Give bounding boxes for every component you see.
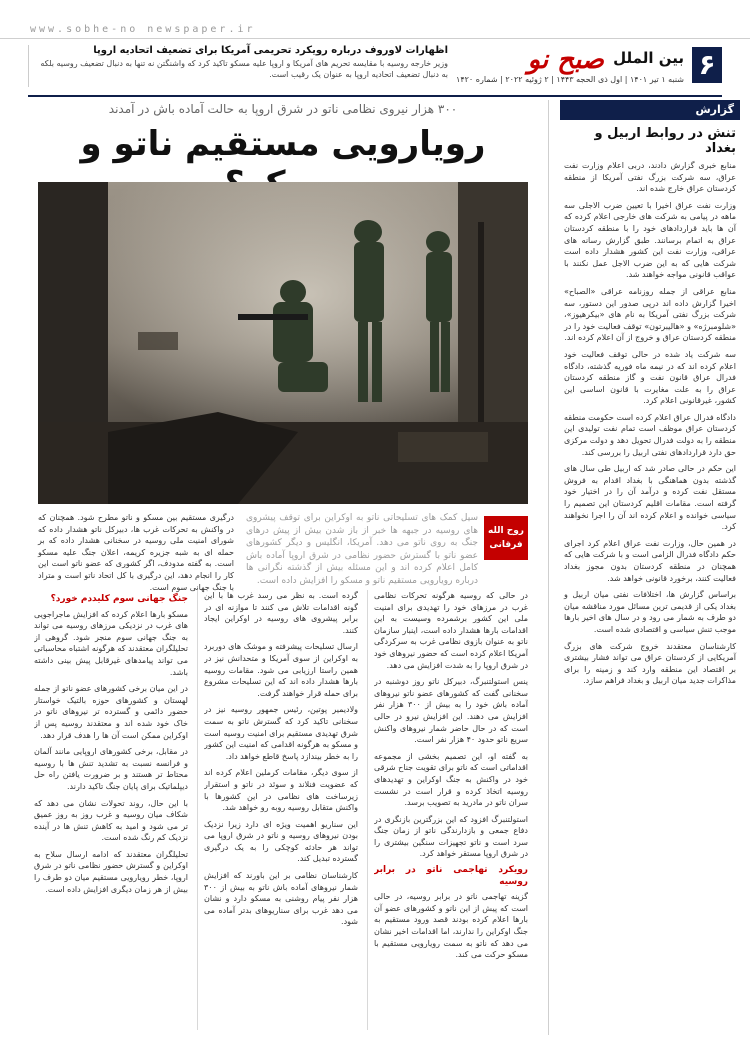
article-paragraph: مسکو بارها اعلام کرده که افزایش ماجراجویی های غرب در نزدیکی مرزهای روسیه می تواند به جنگ جهانی سوم منجر شود. گروهی از تحلیلگران معتقدند که هرگونه اشتباه محاسباتی می تواند پیامدهای غیرقابل پیش بینی داشته باشد.	[34, 609, 188, 677]
report-title: تنش در روابط اربیل و بغداد	[594, 126, 736, 156]
report-paragraph: کارشناسان معتقدند خروج شرکت های بزرگ آمریکایی از کردستان عراق می تواند فشار بیشتری بر اقتصاد این منطقه وارد کند و زمینه را برای مذاکرات جدید میان اربیل و بغداد فراهم سازد.	[564, 641, 736, 686]
article-column-3	[34, 590, 188, 1030]
article-lede: سیل کمک های تسلیحاتی ناتو به اوکراین برای توقف پیشروی های روسیه در جبهه ها خبر از باز شدن بیش از پیش درهای جنگ به روی ناتو می دهد. آمریکا، انگلیس و دیگر کشورهای عضو ناتو با گسترش حضور نظامی در شرق اروپا آماده باش کامل اعلام کرده اند و این مسئله بیش از گذشته نگرانی ها درباره رویارویی مستقیم ناتو و مسکو را افزایش داده است.	[246, 513, 478, 586]
column-rule	[197, 590, 198, 1030]
soldiers-photo-illustration	[38, 182, 528, 504]
report-paragraph: سه شرکت یاد شده در حالی توقف فعالیت خود اعلام کرده اند که در نیمه ماه فوریه گذشته، دادگاه فدرال عراق قانون نفت و گاز منطقه کردستان عراق را به علت مغایرت با قانون اساسی این کشور، غیرقانونی اعلام کرد.	[564, 349, 736, 406]
main-article	[28, 100, 538, 1035]
article-paragraph: با این حال، روند تحولات نشان می دهد که شکاف میان روسیه و غرب روز به روز عمیق تر می شود و امید به کاهش تنش ها در آینده نزدیک کم رنگ شده است.	[34, 798, 188, 843]
article-headline[interactable]: رویارویی مستقیم ناتو و	[80, 124, 486, 164]
page-number: ۶	[692, 47, 722, 83]
article-column-1	[374, 590, 528, 1030]
article-supertitle: ۳۰۰ هزار نیروی نظامی ناتو در شرق اروپا به حالت آماده باش در آمدند	[108, 102, 458, 116]
article-paragraph: این سناریو اهمیت ویژه ای دارد زیرا نزدیک بودن نیروهای روسیه و ناتو در شرق اروپا می تواند هر حادثه کوچکی را به یک درگیری گسترده تبدیل کند.	[204, 819, 358, 864]
page-header	[28, 45, 722, 93]
url-bar	[0, 22, 750, 40]
article-paragraph: ارسال تسلیحات پیشرفته و موشک های دوربرد به اوکراین از سوی آمریکا و متحدانش نیز در همین راستا ارزیابی می شود. مقامات روسیه بارها هشدار داده اند که این تسلیحات مشروع برای حمله قرار خواهند گرفت.	[204, 642, 358, 698]
report-paragraph: در همین حال، وزارت نفت عراق اعلام کرد اجرای حکم دادگاه فدرال الزامی است و با شرکت هایی که همچنان در منطقه کردستان بدون مجوز بغداد فعالیت کنند، برخورد قانونی خواهد شد.	[564, 538, 736, 583]
author-badge: روح الله فرقانی	[484, 516, 528, 560]
article-paragraph: در مقابل، برخی کشورهای اروپایی مانند آلمان و فرانسه نسبت به تشدید تنش ها با روسیه محتاط تر هستند و بر ضرورت یافتن راه حل دیپلماتیک برای پایان جنگ تاکید دارند.	[34, 747, 188, 791]
url-rule	[0, 38, 750, 39]
article-paragraph: از سوی دیگر، مقامات کرملین اعلام کرده اند که عضویت فنلاند و سوئد در ناتو و استقرار زیرساخت های نظامی در این کشورها با واکنش متقابل روسیه روبه رو خواهد شد.	[204, 768, 358, 813]
article-intro: درگیری مستقیم بین مسکو و ناتو مطرح شود. همچنان که در واکنش به تحرکات غرب ها، دبیرکل ناتو هشدار داده که شورای امنیت ملی روسیه در سخنانی هشدار داده که بر حمله ای به شبه جزیره کریمه، اعلان جنگ علیه مسکو است. به گفته مدودف، اگر کشوری که عضو ناتو است این کار را انجام دهد، این درگیری با کل اتحاد ناتو است و متراد با جنگ جهانی سوم است.	[38, 513, 234, 592]
article-paragraph: به گفته او، این تصمیم بخشی از مجموعه اقداماتی است که ناتو برای تقویت جناح شرقی خود در واکنش به جنگ اوکراین و تهدیدهای روسیه اتخاذ کرده و قرار است در نشست سران ناتو در مادرید به تصویب برسد.	[374, 751, 528, 808]
article-column-2	[204, 590, 358, 1030]
site-url: www.sobhe-no newspaper.ir	[30, 24, 256, 35]
column-divider	[548, 100, 549, 1035]
newspaper-logo: صبح نو	[527, 45, 604, 75]
article-paragraph: گرده است. به نظر می رسد غرب ها با این گونه اقدامات تلاش می کنند تا موازنه ای در برابر پیشروی های روسیه در اوکراین ایجاد کنند.	[204, 591, 358, 635]
report-paragraph: منابع عراقی از جمله روزنامه عراقی «الصباح» اخیرا گزارش داده اند درپی صدور این دستور، سه شرکت بزرگ نفتی آمریکا به نام های «بیکرهیوز»، «شلومبرژه» و «هالیبرتون» توقف فعالیت خود را در منطقه کردستان عراق و خروج از آن اعلام کرده اند.	[564, 286, 736, 343]
report-paragraph: منابع خبری گزارش دادند، دربی اعلام وزارت نفت عراق، سه شرکت بزرگ نفتی آمریکا از منطقه کردستان عراق خارج شده اند.	[564, 161, 736, 194]
teaser-title: اظهارات لاوروف درباره رویکرد تحریمی آمریکا برای تضعیف اتحادیه اروپا	[93, 45, 448, 56]
report-paragraph: براساس گزارش ها، اختلافات نفتی میان اربیل و بغداد یکی از قدیمی ترین مسائل مورد مناقشه میان دو طرف به شمار می رود و در سال های اخیر بارها موجب تنش سیاسی و اقتصادی شده است.	[564, 590, 736, 634]
sidebar-report	[560, 100, 740, 1035]
teaser-text: وزیر خارجه روسیه با مقایسه تحریم های آمریکا و اروپا علیه مسکو تاکید کرد که واشنگتن نه تنها به دنبال تضعیف روسیه بلکه به دنبال تضعیف اتحادیه اروپا به عنوان یک رقیب است.	[40, 59, 448, 79]
article-paragraph: استولتنبرگ افزود که این بزرگترین بازنگری در دفاع جمعی و بازدارندگی ناتو از زمان جنگ سرد است و ناتو تجهیزات سنگین بیشتری را در شرق اروپا مستقر خواهد کرد.	[374, 814, 528, 859]
article-subhead: رویکرد تهاجمی ناتو در برابر روسیه	[374, 865, 528, 887]
article-lede-row	[38, 510, 528, 592]
header-divider	[28, 95, 722, 97]
article-paragraph: تحلیلگران معتقدند که ادامه ارسال سلاح به اوکراین و گسترش حضور نظامی ناتو در شرق اروپا، خطر رویارویی مستقیم میان دو طرف را بیش از هر زمان دیگری افزایش داده است.	[34, 849, 188, 894]
article-paragraph: ینس استولتنبرگ، دبیرکل ناتو روز دوشنبه در سخنانی گفت که کشورهای عضو ناتو نیروهای آماده باش خود را به بیش از ۳۰۰ هزار نفر افزایش می دهند. این افزایش نیرو در حالی است که در حال حاضر شمار نیروهای واکنش سریع ناتو حدود ۴۰ هزار نفر است.	[374, 677, 528, 745]
header-teaser[interactable]	[28, 45, 448, 87]
column-rule	[367, 590, 368, 1030]
section-title: بین الملل	[613, 49, 684, 67]
report-tag: گزارش	[560, 100, 740, 120]
report-paragraph: دادگاه فدرال عراق اعلام کرده است حکومت منطقه کردستان عراق موظف است تمام نفت تولیدی این منطقه را به دولت فدرال تحویل دهد و دولت مرکزی حق دارد قراردادهای نفتی اربیل را بررسی کند.	[564, 412, 736, 457]
article-paragraph: ولادیمیر پوتین، رئیس جمهور روسیه نیز در سخنانی تاکید کرد که گسترش ناتو به سمت شرق تهدیدی مستقیم برای امنیت روسیه است و مسکو به هرگونه اقدامی که امنیت این کشور را به خطر بیندازد پاسخ قاطع خواهد داد.	[204, 705, 358, 761]
article-photo	[38, 182, 528, 504]
report-body	[560, 160, 740, 687]
dateline: شنبه ۱ تیر ۱۴۰۱ | اول ذی الحجه ۱۴۴۳ | ۲ ژوئیه ۲۰۲۲ | شماره ۱۴۲۰	[456, 75, 684, 84]
article-paragraph: در حالی که روسیه هرگونه تحرکات نظامی غرب در مرزهای خود را تهدیدی برای امنیت ملی این کشور برشمرده وسیست به این اقدامات بارها هشدار داده است، اینبار سازمان ناتو به عنوان بازوی نظامی غرب به سرکردگی آمریکا اعلام کرده است که حضور نیروهای خود در شرق اروپا را به شدت افزایش می دهد.	[374, 591, 528, 670]
article-paragraph: در این میان برخی کشورهای عضو ناتو از جمله لهستان و کشورهای حوزه بالتیک خواستار حضور دائمی و گسترده تر نیروهای ناتو در خاک خود شده اند و معتقدند روسیه پس از اوکراین ممکن است آن ها را هدف قرار دهد.	[34, 684, 188, 740]
article-subhead: جنگ جهانی سوم کلیددم خورد؟	[50, 594, 188, 604]
report-paragraph: این حکم در حالی صادر شد که اربیل طی سال های گذشته بدون هماهنگی با بغداد اقدام به فروش مستقل نفت کرده و درآمد آن را در اختیار خود گرفته است. مقامات اقلیم کردستان این تصمیم را سیاسی خوانده و اعلام کرده اند آن را اجرا نخواهند کرد.	[564, 464, 736, 532]
article-paragraph: کارشناسان نظامی بر این باورند که افزایش شمار نیروهای آماده باش ناتو به بیش از ۳۰۰ هزار نفر پیام روشنی به مسکو دارد و نشان می دهد غرب برای سناریوهای بدتر آماده می شود.	[204, 871, 358, 927]
report-paragraph: وزارت نفت عراق اخیرا با تعیین ضرب الاجلی سه ماهه در پیامی به شرکت های خارجی اعلام کرده که آن ها باید قراردادهای خود را با منطقه کردستان عراق به اتمام برسانند. طبق گزارش رسانه های عراقی، وزارت نفت این کشور هشدار داده است شرکت هایی که به این ضرب الاجل عمل نکنند با عواقب قانونی مواجه خواهند شد.	[564, 200, 736, 280]
article-paragraph: گزینه تهاجمی ناتو در برابر روسیه، در حالی است که پیش از این ناتو و کشورهای عضو آن بارها اعلام کرده بودند قصد ورود مستقیم به جنگ اوکراین را ندارند، اما اقدامات اخیر نشان می دهد که ناتو به سمت رویارویی مستقیم با مسکو حرکت می کند.	[374, 892, 528, 960]
